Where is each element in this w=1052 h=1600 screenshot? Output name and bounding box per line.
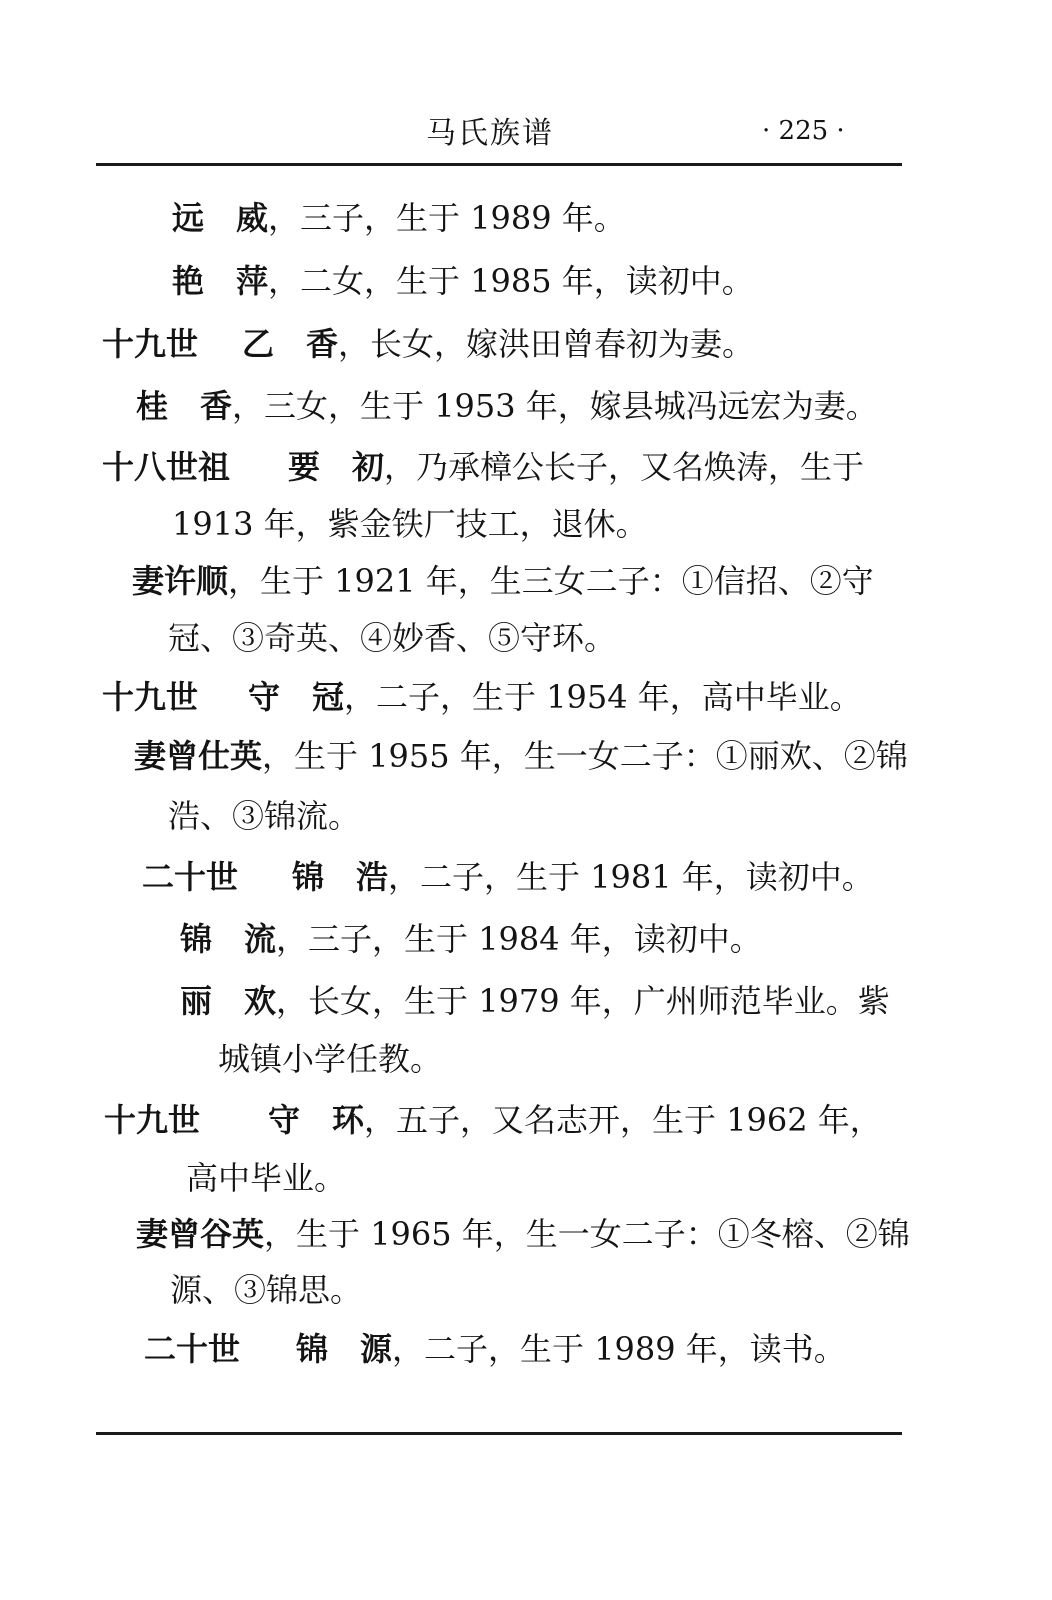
entry-text: 冠、③奇英、④妙香、⑤守环。 xyxy=(168,619,617,657)
entry-text: ，二女，生于 1985 年，读初中。 xyxy=(268,262,754,300)
generation-label: 十九世 xyxy=(102,678,199,716)
entry-text: ，长女，嫁洪田曾春初为妻。 xyxy=(338,325,755,363)
entry-line xyxy=(142,857,874,897)
person-name: 锦 流 xyxy=(180,920,277,958)
entry-line xyxy=(172,504,648,544)
entry-text: ，生于 1955 年，生一女二子：①丽欢、②锦 xyxy=(262,737,908,775)
generation-label: 十九世 xyxy=(102,325,199,363)
entry-line xyxy=(102,324,754,364)
spouse-name: 妻曾仕英 xyxy=(134,737,263,775)
entry-text: ，乃承樟公长子，又名焕涛，生于 xyxy=(384,448,865,486)
entry-line xyxy=(186,1158,346,1198)
running-header-title: 马氏族谱 xyxy=(426,116,554,151)
entry-text: ，二子，生于 1954 年，高中毕业。 xyxy=(344,678,862,716)
entry-text: ，长女，生于 1979 年，广州师范毕业。紫 xyxy=(276,982,890,1020)
person-name: 锦 浩 xyxy=(292,858,389,896)
entry-line xyxy=(104,1100,882,1140)
person-name: 乙 香 xyxy=(242,325,339,363)
person-name: 要 初 xyxy=(288,448,385,486)
entry-text: ，三女，生于 1953 年，嫁县城冯远宏为妻。 xyxy=(232,387,878,425)
entry-text: 源、③锦思。 xyxy=(170,1271,363,1309)
entry-line xyxy=(170,1270,362,1310)
generation-label: 二十世 xyxy=(142,858,239,896)
person-name: 桂 香 xyxy=(136,387,233,425)
entry-text: ，三子，生于 1984 年，读初中。 xyxy=(276,920,762,958)
entry-line xyxy=(172,261,754,301)
entry-text: 高中毕业。 xyxy=(186,1159,347,1197)
generation-label: 十八世祖 xyxy=(102,448,231,486)
entry-line xyxy=(168,796,360,836)
entry-text: ，生于 1921 年，生三女二子：①信招、②守 xyxy=(228,562,874,600)
entry-text: ，生于 1965 年，生一女二子：①冬榕、②锦 xyxy=(264,1215,910,1253)
entry-text: 浩、③锦流。 xyxy=(168,797,361,835)
person-name: 远 威 xyxy=(172,199,269,237)
person-name: 守 冠 xyxy=(248,678,345,716)
entry-line xyxy=(132,561,874,601)
entry-line xyxy=(144,1329,846,1369)
entry-line xyxy=(218,1039,442,1079)
entry-line xyxy=(136,1214,910,1254)
entry-line xyxy=(102,447,864,487)
entry-line xyxy=(180,981,890,1021)
person-name: 锦 源 xyxy=(296,1330,393,1368)
generation-label: 十九世 xyxy=(104,1101,201,1139)
entry-text: ，二子，生于 1981 年，读初中。 xyxy=(388,858,874,896)
entry-line xyxy=(136,386,878,426)
entry-text: ，二子，生于 1989 年，读书。 xyxy=(392,1330,846,1368)
header-rule xyxy=(96,163,902,166)
entry-text: 城镇小学任教。 xyxy=(218,1040,443,1078)
entry-text: ，五子，又名志开，生于 1962 年， xyxy=(364,1101,882,1139)
spouse-name: 妻曾谷英 xyxy=(136,1215,265,1253)
entry-line xyxy=(102,677,862,717)
page-number: · 225 · xyxy=(762,116,845,146)
person-name: 艳 萍 xyxy=(172,262,269,300)
entry-line xyxy=(134,736,908,776)
spouse-name: 妻许顺 xyxy=(132,562,229,600)
entry-line xyxy=(172,198,626,238)
entry-line xyxy=(168,618,616,658)
entry-text: ，三子，生于 1989 年。 xyxy=(268,199,626,237)
entry-line xyxy=(180,919,762,959)
person-name: 守 环 xyxy=(268,1101,365,1139)
footer-rule xyxy=(96,1432,902,1435)
generation-label: 二十世 xyxy=(144,1330,241,1368)
person-name: 丽 欢 xyxy=(180,982,277,1020)
entry-text: 1913 年，紫金铁厂技工，退休。 xyxy=(172,505,648,543)
